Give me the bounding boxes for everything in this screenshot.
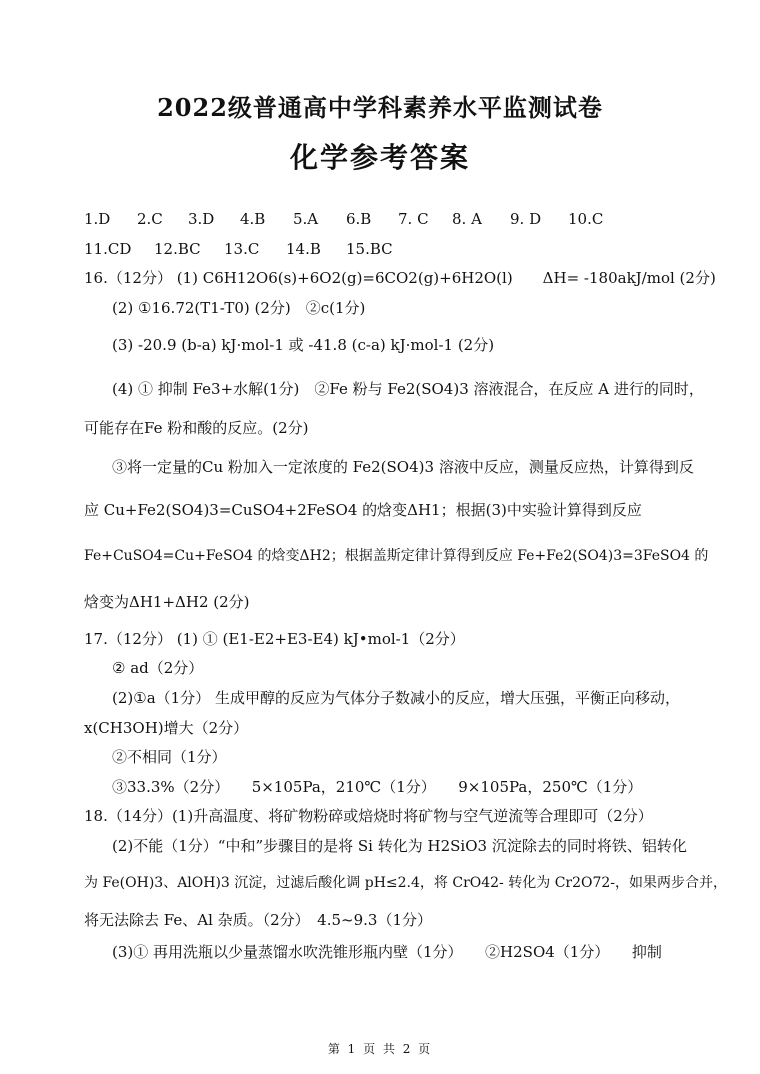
q17-part2-2: x(CH3OH)增大（2分）: [84, 719, 249, 737]
mc-answer: 3.D: [188, 210, 215, 228]
answer-subtitle: 化学参考答案: [289, 141, 470, 174]
mc-answer: 9. D: [510, 210, 542, 228]
q17-part2-3: ②不相同（1分）: [112, 748, 227, 766]
mc-answer: 1.D: [84, 210, 111, 228]
mc-answer: 10.C: [568, 210, 604, 228]
q16-part1: 16.（12分） (1) C6H12O6(s)+6O2(g)=6CO2(g)+6H2O(l) ΔH= -180akJ/mol (2分): [84, 269, 716, 287]
q16-part4-1: (4) ① 抑制 Fe3+水解(1分) ②Fe 粉与 Fe2(SO4)3 溶液混合，在反应 A 进行的同时，: [112, 380, 704, 398]
mc-answer: 13.C: [224, 240, 260, 258]
mc-answer: 8. A: [452, 210, 482, 228]
mc-answer: 6.B: [346, 210, 372, 228]
q16-part2: (2) ①16.72(T1-T0) (2分) ②c(1分): [112, 299, 366, 317]
mc-answer: 12.BC: [154, 240, 201, 258]
q16-part4-6: 焓变为ΔH1+ΔH2 (2分): [84, 593, 250, 611]
page-footer: 第 1 页 共 2 页: [327, 1042, 433, 1056]
q18-part3: (3)① 再用洗瓶以少量蒸馏水吹洗锥形瓶内壁（1分） ②H2SO4（1分） 抑制: [112, 943, 662, 961]
q16-part4-4: 应 Cu+Fe2(SO4)3=CuSO4+2FeSO4 的焓变ΔH1；根据(3)中实验计算得到反应: [84, 501, 642, 519]
q18-part2-2: 为 Fe(OH)3、AlOH)3 沉淀，过滤后酸化调 pH≤2.4，将 CrO42- 转化为 Cr2O72-，如果两步合并，: [84, 875, 728, 891]
mc-answer: 2.C: [137, 210, 163, 228]
q17-part1: 17.（12分） (1) ① (E1-E2+E3-E4) kJ•mol-1（2分）: [84, 630, 465, 648]
q18-part1: 18.（14分）(1)升高温度、将矿物粉碎或焙烧时将矿物与空气逆流等合理即可（2分）: [84, 807, 653, 825]
mc-answer: 4.B: [240, 210, 266, 228]
q16-part3: (3) -20.9 (b-a) kJ·mol-1 或 -41.8 (c-a) kJ·mol-1 (2分): [112, 336, 495, 354]
q16-part4-2: 可能存在Fe 粉和酸的反应。(2分): [84, 419, 309, 437]
mc-answer: 14.B: [286, 240, 321, 258]
q18-part2-3: 将无法除去 Fe、Al 杂质。（2分） 4.5~9.3（1分）: [84, 911, 432, 929]
q17-part2-4: ③33.3%（2分） 5×105Pa，210℃（1分） 9×105Pa，250℃（1分）: [112, 778, 643, 796]
mc-answer: 5.A: [293, 210, 319, 228]
mc-answer: 7. C: [398, 210, 429, 228]
q16-part4-5: Fe+CuSO4=Cu+FeSO4 的焓变ΔH2；根据盖斯定律计算得到反应 Fe+Fe2(SO4)3=3FeSO4 的: [84, 548, 709, 564]
mc-answer: 11.CD: [84, 240, 132, 258]
q17-part1-2: ② ad（2分）: [112, 659, 204, 677]
q18-part2-1: (2)不能（1分）“中和”步骤目的是将 Si 转化为 H2SiO3 沉淀除去的同时将铁、铝转化: [112, 837, 687, 855]
q17-part2-1: (2)①a（1分） 生成甲醇的反应为气体分子数减小的反应，增大压强，平衡正向移动，: [112, 689, 680, 707]
mc-answer: 15.BC: [346, 240, 393, 258]
q16-part4-3: ③将一定量的Cu 粉加入一定浓度的 Fe2(SO4)3 溶液中反应，测量反应热，计算得到反: [112, 458, 694, 476]
exam-title: 2022级普通高中学科素养水平监测试卷: [157, 93, 603, 122]
